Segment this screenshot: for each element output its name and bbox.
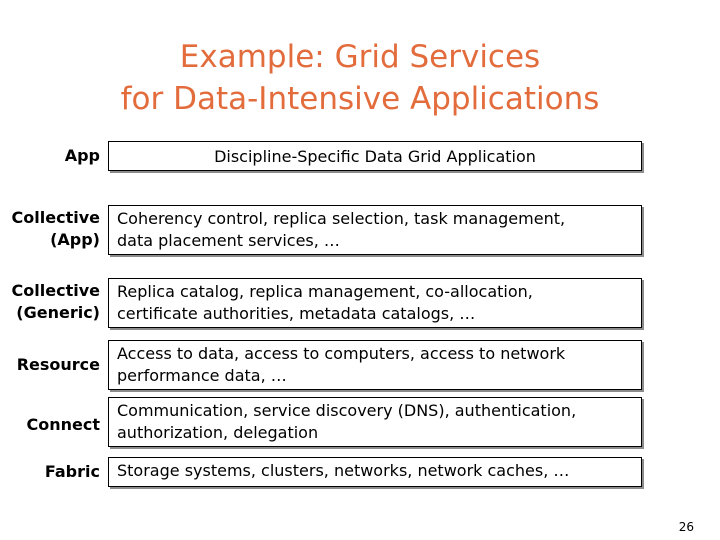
layer-label-app: App (64, 146, 100, 165)
slide-title (0, 36, 720, 120)
layer-box-app: Discipline-Specific Data Grid Application (108, 141, 642, 171)
layer-box-connect: Communication, service discovery (DNS), authentication, authorization, delegation (108, 397, 642, 447)
layer-label-fabric: Fabric (44, 462, 100, 481)
layer-box-fabric: Storage systems, clusters, networks, network caches, … (108, 457, 642, 487)
layer-label-collective-generic: Collective (Generic) (11, 281, 100, 322)
slide-title-line-1: Example: Grid Services (179, 39, 541, 75)
layer-box-collective-generic: Replica catalog, replica management, co-allocation, certificate authorities, metadata catalogs, … (108, 278, 642, 328)
page-number: 26 (678, 520, 694, 534)
layer-label-resource: Resource (16, 355, 100, 374)
layer-label-collective-app: Collective (App) (11, 208, 100, 249)
slide-title-line-2: for Data-Intensive Applications (120, 81, 600, 117)
layer-box-resource: Access to data, access to computers, access to network performance data, … (108, 340, 642, 390)
layer-box-collective-app: Coherency control, replica selection, task management, data placement services, … (108, 205, 642, 255)
layer-label-connect: Connect (26, 415, 100, 434)
